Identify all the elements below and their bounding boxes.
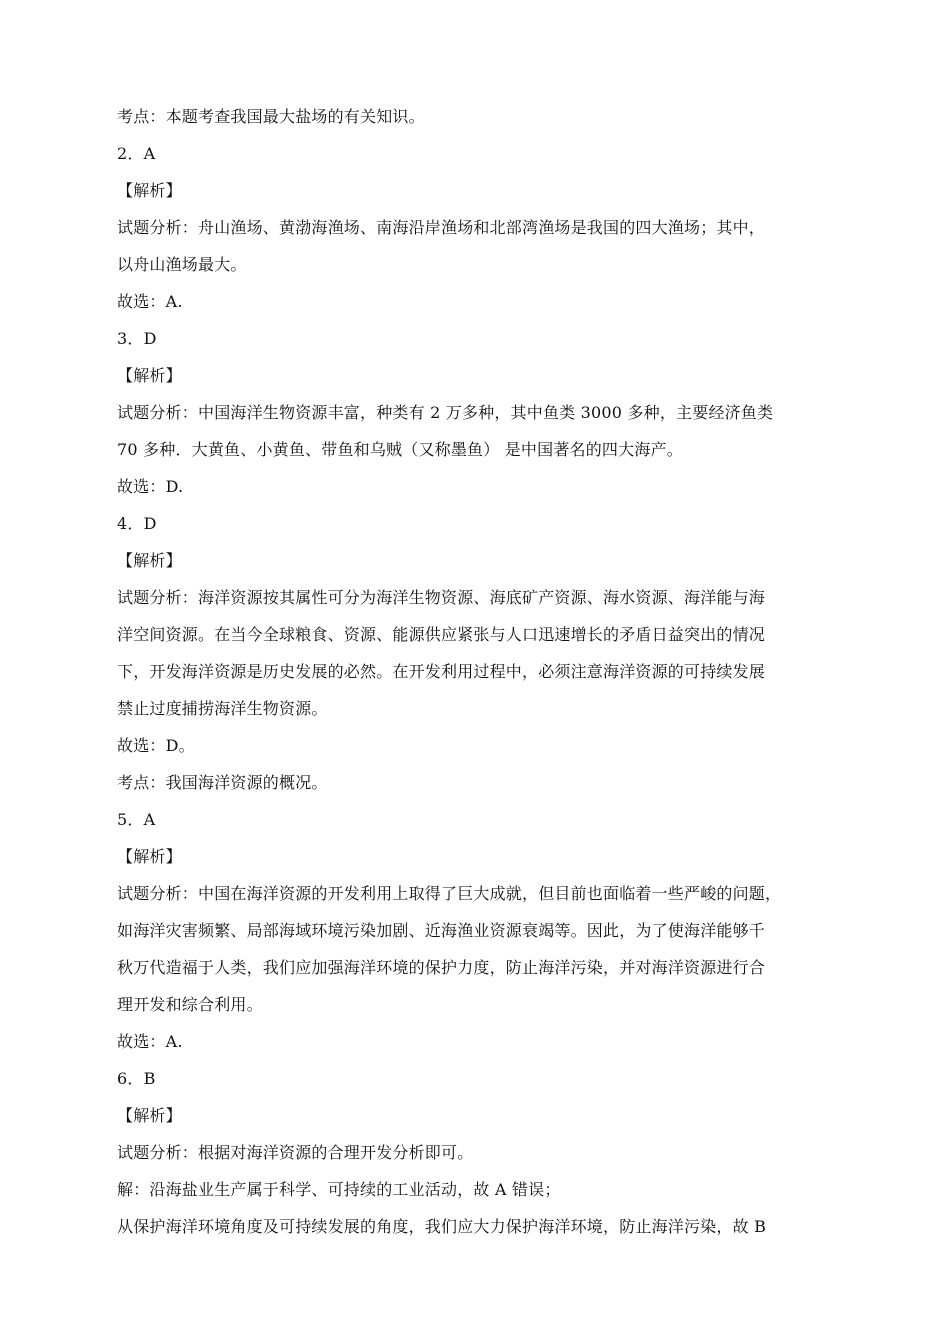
answer-number-6: 6．B <box>117 1069 156 1088</box>
analysis-text-5d: 理开发和综合利用。 <box>117 995 263 1014</box>
kaodian-line-q1: 考点：本题考查我国最大盐场的有关知识。 <box>117 107 425 126</box>
analysis-text-3a: 试题分析：中国海洋生物资源丰富，种类有 2 万多种，其中鱼类 3000 多种，主要经济鱼类 <box>117 403 774 422</box>
analysis-text-5a: 试题分析：中国在海洋资源的开发利用上取得了巨大成就，但目前也面临着一些严峻的问题， <box>117 884 782 903</box>
analysis-text-2a: 试题分析：舟山渔场、黄渤海渔场、南海沿岸渔场和北部湾渔场是我国的四大渔场；其中， <box>117 218 766 237</box>
analysis-text-6a: 试题分析：根据对海洋资源的合理开发分析即可。 <box>117 1143 474 1162</box>
analysis-text-5b: 如海洋灾害频繁、局部海域环境污染加剧、近海渔业资源衰竭等。因此，为了使海洋能够千 <box>117 921 766 940</box>
jiexi-heading-3: 【解析】 <box>117 366 182 385</box>
jiexi-heading-4: 【解析】 <box>117 551 182 570</box>
choice-line-4: 故选：D。 <box>117 736 195 755</box>
analysis-text-2b: 以舟山渔场最大。 <box>117 255 247 274</box>
solution-text-6a: 解：沿海盐业生产属于科学、可持续的工业活动，故 A 错误； <box>117 1180 561 1199</box>
choice-line-5: 故选：A. <box>117 1032 183 1051</box>
jiexi-heading-6: 【解析】 <box>117 1106 182 1125</box>
answer-number-5: 5．A <box>117 810 156 829</box>
analysis-text-3b: 70 多种．大黄鱼、小黄鱼、带鱼和乌贼（又称墨鱼） 是中国著名的四大海产。 <box>117 440 683 459</box>
analysis-text-4c: 下，开发海洋资源是历史发展的必然。在开发利用过程中，必须注意海洋资源的可持续发展 <box>117 662 766 681</box>
analysis-text-4d: 禁止过度捕捞海洋生物资源。 <box>117 699 328 718</box>
kaodian-line-4: 考点：我国海洋资源的概况。 <box>117 773 328 792</box>
choice-line-3: 故选：D. <box>117 477 184 496</box>
answer-number-2: 2．A <box>117 144 156 163</box>
jiexi-heading-5: 【解析】 <box>117 847 182 866</box>
choice-line-2: 故选：A. <box>117 292 183 311</box>
jiexi-heading-2: 【解析】 <box>117 181 182 200</box>
analysis-text-5c: 秋万代造福于人类，我们应加强海洋环境的保护力度，防止海洋污染，并对海洋资源进行合 <box>117 958 766 977</box>
solution-text-6b: 从保护海洋环境角度及可持续发展的角度，我们应大力保护海洋环境，防止海洋污染，故 B <box>117 1217 767 1236</box>
analysis-text-4a: 试题分析：海洋资源按其属性可分为海洋生物资源、海底矿产资源、海水资源、海洋能与海 <box>117 588 766 607</box>
answer-number-3: 3．D <box>117 329 157 348</box>
answer-number-4: 4．D <box>117 514 157 533</box>
answer-explanations <box>117 98 837 1245</box>
analysis-text-4b: 洋空间资源。在当今全球粮食、资源、能源供应紧张与人口迅速增长的矛盾日益突出的情况 <box>117 625 766 644</box>
